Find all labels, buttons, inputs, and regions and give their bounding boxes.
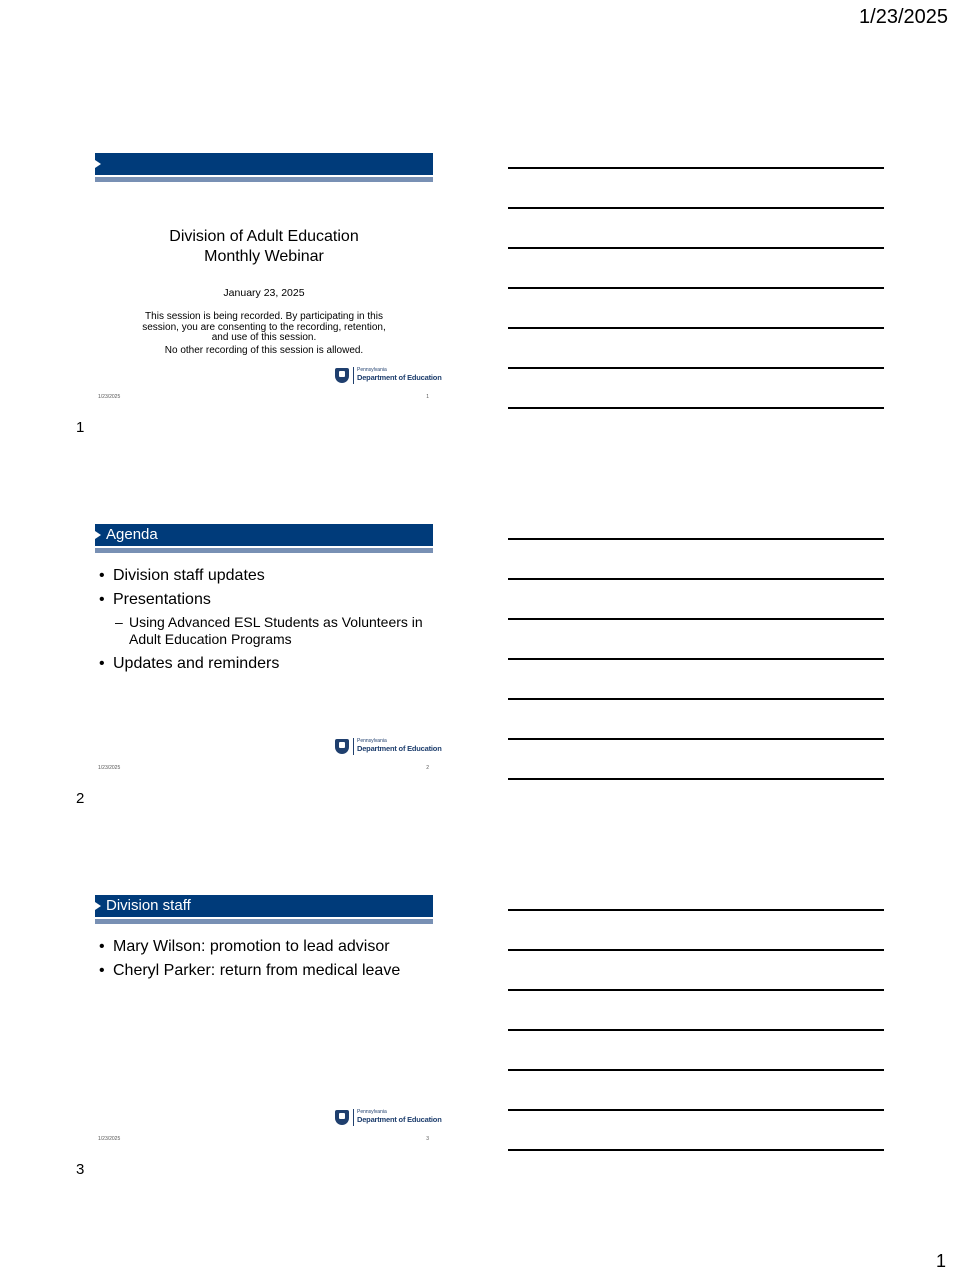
note-line bbox=[508, 207, 884, 209]
slide-heading bbox=[95, 227, 433, 267]
heading-line: Division of Adult Education bbox=[169, 228, 359, 245]
note-line bbox=[508, 778, 884, 780]
slide-footer-number: 3 bbox=[426, 1136, 429, 1142]
keystone-seal-icon bbox=[335, 1110, 349, 1125]
slide-thumbnail bbox=[95, 524, 442, 776]
note-line bbox=[508, 1029, 884, 1031]
slide-block-3 bbox=[0, 895, 960, 1265]
slide-index: 1 bbox=[76, 419, 85, 436]
arrow-icon bbox=[95, 160, 101, 168]
bullet-item: • Cheryl Parker: return from medical leave bbox=[95, 961, 433, 981]
notes-lines bbox=[508, 167, 884, 447]
logo-divider bbox=[353, 738, 354, 755]
slide-title: Agenda bbox=[106, 526, 158, 543]
keystone-seal-icon bbox=[335, 368, 349, 383]
note-line bbox=[508, 167, 884, 169]
bullet-list bbox=[95, 937, 433, 985]
slide-thumbnail bbox=[95, 153, 442, 405]
slide-footer-date: 1/23/2025 bbox=[98, 394, 121, 400]
logo-department: Department of Education bbox=[357, 373, 442, 382]
slide-index: 3 bbox=[76, 1161, 85, 1178]
bullet-item: • Division staff updates bbox=[95, 566, 433, 586]
title-rule bbox=[95, 548, 433, 553]
slide-footer-number: 1 bbox=[426, 394, 429, 400]
note-line bbox=[508, 658, 884, 660]
note-line bbox=[508, 949, 884, 951]
note-line bbox=[508, 698, 884, 700]
note-line bbox=[508, 1069, 884, 1071]
slide-thumbnail bbox=[95, 895, 442, 1147]
slide-title-bar bbox=[95, 895, 433, 917]
recording-notice: This session is being recorded. By participating in this session, you are consenting to the recording, retention, and use of this session. bbox=[142, 311, 386, 343]
logo-divider bbox=[353, 367, 354, 384]
note-line bbox=[508, 367, 884, 369]
bullet-item: • Updates and reminders bbox=[95, 654, 433, 674]
logo-state: Pennsylvania bbox=[357, 738, 387, 744]
note-line bbox=[508, 407, 884, 409]
slide-footer-date: 1/23/2025 bbox=[98, 765, 121, 771]
sub-bullet-item: – Using Advanced ESL Students as Volunteers in Adult Education Programs bbox=[95, 614, 433, 648]
note-line bbox=[508, 909, 884, 911]
logo-divider bbox=[353, 1109, 354, 1126]
logo-state: Pennsylvania bbox=[357, 1109, 387, 1115]
notes-lines bbox=[508, 909, 884, 1189]
title-rule bbox=[95, 177, 433, 182]
pa-education-logo bbox=[335, 1109, 442, 1127]
slide-block-2 bbox=[0, 524, 960, 894]
logo-state: Pennsylvania bbox=[357, 367, 387, 373]
slide-index: 2 bbox=[76, 790, 85, 807]
notes-lines bbox=[508, 538, 884, 818]
arrow-icon bbox=[95, 531, 101, 539]
note-line bbox=[508, 738, 884, 740]
logo-department: Department of Education bbox=[357, 1115, 442, 1124]
title-rule bbox=[95, 919, 433, 924]
logo-department: Department of Education bbox=[357, 744, 442, 753]
note-line bbox=[508, 247, 884, 249]
note-line bbox=[508, 578, 884, 580]
recording-restriction: No other recording of this session is allowed. bbox=[164, 345, 364, 356]
slide-footer-date: 1/23/2025 bbox=[98, 1136, 121, 1142]
note-line bbox=[508, 989, 884, 991]
pa-education-logo bbox=[335, 367, 442, 385]
slide-title: Division staff bbox=[106, 897, 191, 914]
pa-education-logo bbox=[335, 738, 442, 756]
note-line bbox=[508, 618, 884, 620]
slide-footer-number: 2 bbox=[426, 765, 429, 771]
note-line bbox=[508, 538, 884, 540]
slide-block-1 bbox=[0, 153, 960, 523]
slide-date: January 23, 2025 bbox=[223, 287, 305, 299]
page-date: 1/23/2025 bbox=[859, 6, 948, 28]
heading-line: Monthly Webinar bbox=[204, 248, 324, 265]
bullet-item: • Mary Wilson: promotion to lead advisor bbox=[95, 937, 433, 957]
page-number: 1 bbox=[935, 1251, 946, 1271]
bullet-item: • Presentations bbox=[95, 590, 433, 610]
note-line bbox=[508, 327, 884, 329]
note-line bbox=[508, 1149, 884, 1151]
slide-title-bar bbox=[95, 524, 433, 546]
keystone-seal-icon bbox=[335, 739, 349, 754]
arrow-icon bbox=[95, 902, 101, 910]
note-line bbox=[508, 287, 884, 289]
note-line bbox=[508, 1109, 884, 1111]
slide-title-bar bbox=[95, 153, 433, 175]
bullet-list bbox=[95, 566, 433, 678]
